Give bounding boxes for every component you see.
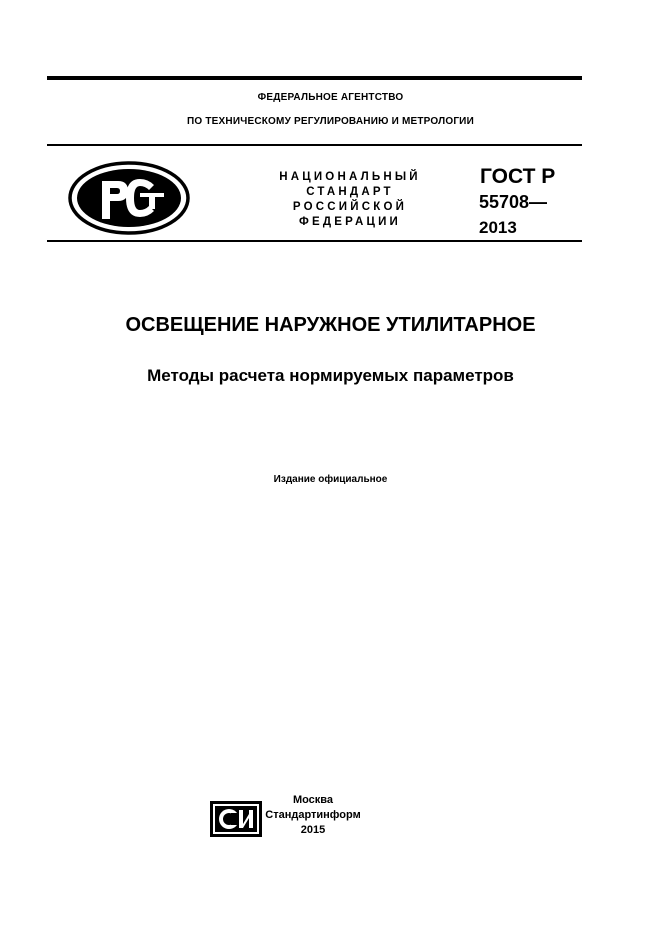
national-standard-line-2: СТАНДАРТ (306, 186, 394, 198)
publisher-year: 2015 (300, 824, 326, 836)
rst-logo-icon (68, 161, 190, 235)
national-standard-line-4: ФЕДЕРАЦИИ (298, 216, 402, 228)
gost-year: 2013 (479, 218, 517, 237)
document-subtitle: Методы расчета нормируемых параметров (147, 366, 514, 385)
national-standard-line-3: РОССИЙСКОЙ (292, 201, 408, 213)
gost-label: ГОСТ Р (480, 165, 556, 188)
top-rule-thick (47, 76, 582, 80)
standartinform-logo-icon (209, 800, 263, 838)
agency-line-1: ФЕДЕРАЛЬНОЕ АГЕНТСТВО (257, 92, 404, 103)
document-title: ОСВЕЩЕНИЕ НАРУЖНОЕ УТИЛИТАРНОЕ (125, 314, 536, 336)
header-rule-bottom (47, 240, 582, 242)
agency-line-2: ПО ТЕХНИЧЕСКОМУ РЕГУЛИРОВАНИЮ И МЕТРОЛОГИИ (187, 116, 474, 127)
publisher-name: Стандартинформ (265, 809, 361, 821)
gost-number: 55708— (479, 192, 548, 212)
national-standard-line-1: НАЦИОНАЛЬНЫЙ (279, 171, 421, 183)
header-rule-top (47, 144, 582, 146)
edition-label: Издание официальное (273, 474, 388, 485)
publisher-city: Москва (292, 794, 334, 806)
